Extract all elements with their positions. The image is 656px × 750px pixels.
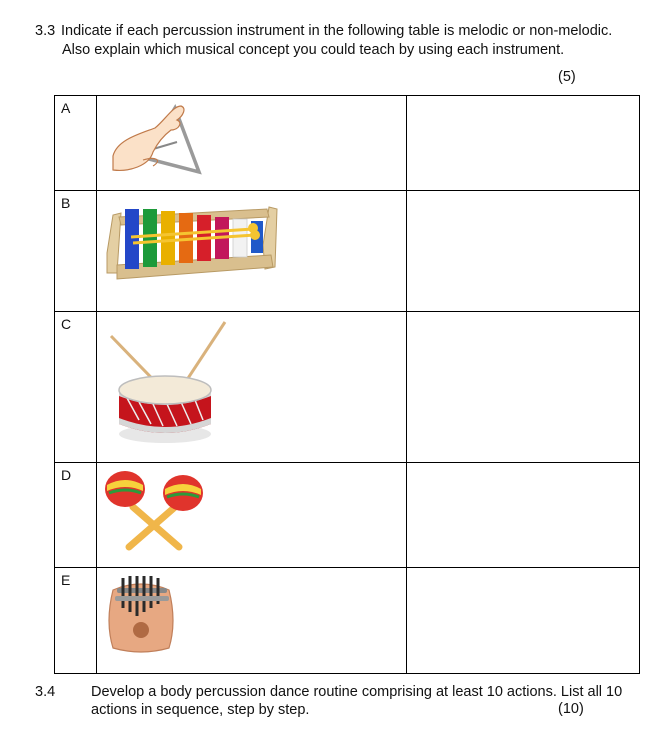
answer-cell[interactable] <box>407 568 640 674</box>
marks-3-3: (5) <box>558 69 576 85</box>
row-label: E <box>55 568 97 674</box>
question-number: 3.4 <box>35 684 56 700</box>
row-label: D <box>55 463 97 568</box>
table-row <box>55 96 640 191</box>
table-row <box>55 463 640 568</box>
table-row <box>55 312 640 463</box>
instrument-image-cell <box>97 96 407 191</box>
answer-cell[interactable] <box>407 463 640 568</box>
instrument-image-cell <box>97 191 407 312</box>
kalimba-icon <box>103 572 181 656</box>
row-label: C <box>55 312 97 463</box>
xylophone-icon <box>103 195 283 291</box>
answer-cell[interactable] <box>407 191 640 312</box>
marks-3-4: (10) <box>558 701 584 717</box>
maracas-icon <box>103 467 207 553</box>
question-3-3 <box>35 22 612 60</box>
instrument-image-cell <box>97 312 407 463</box>
row-label: B <box>55 191 97 312</box>
table-row <box>55 191 640 312</box>
instrument-image-cell <box>97 568 407 674</box>
answer-cell[interactable] <box>407 96 640 191</box>
instrument-table <box>54 95 640 674</box>
answer-cell[interactable] <box>407 312 640 463</box>
table-row <box>55 568 640 674</box>
drum-icon <box>103 316 233 444</box>
question-number: 3.3 <box>35 23 56 39</box>
question-text-line-2: Also explain which musical concept you could teach by using each instrument. <box>62 42 565 58</box>
triangle-icon <box>103 100 213 180</box>
instrument-image-cell <box>97 463 407 568</box>
question-text-line-1: Indicate if each percussion instrument in the following table is melodic or non-melodic. <box>61 23 613 39</box>
row-label: A <box>55 96 97 191</box>
question-text: Develop a body percussion dance routine comprising at least 10 actions. List all 10 actions in sequence, step by step. <box>91 684 623 718</box>
